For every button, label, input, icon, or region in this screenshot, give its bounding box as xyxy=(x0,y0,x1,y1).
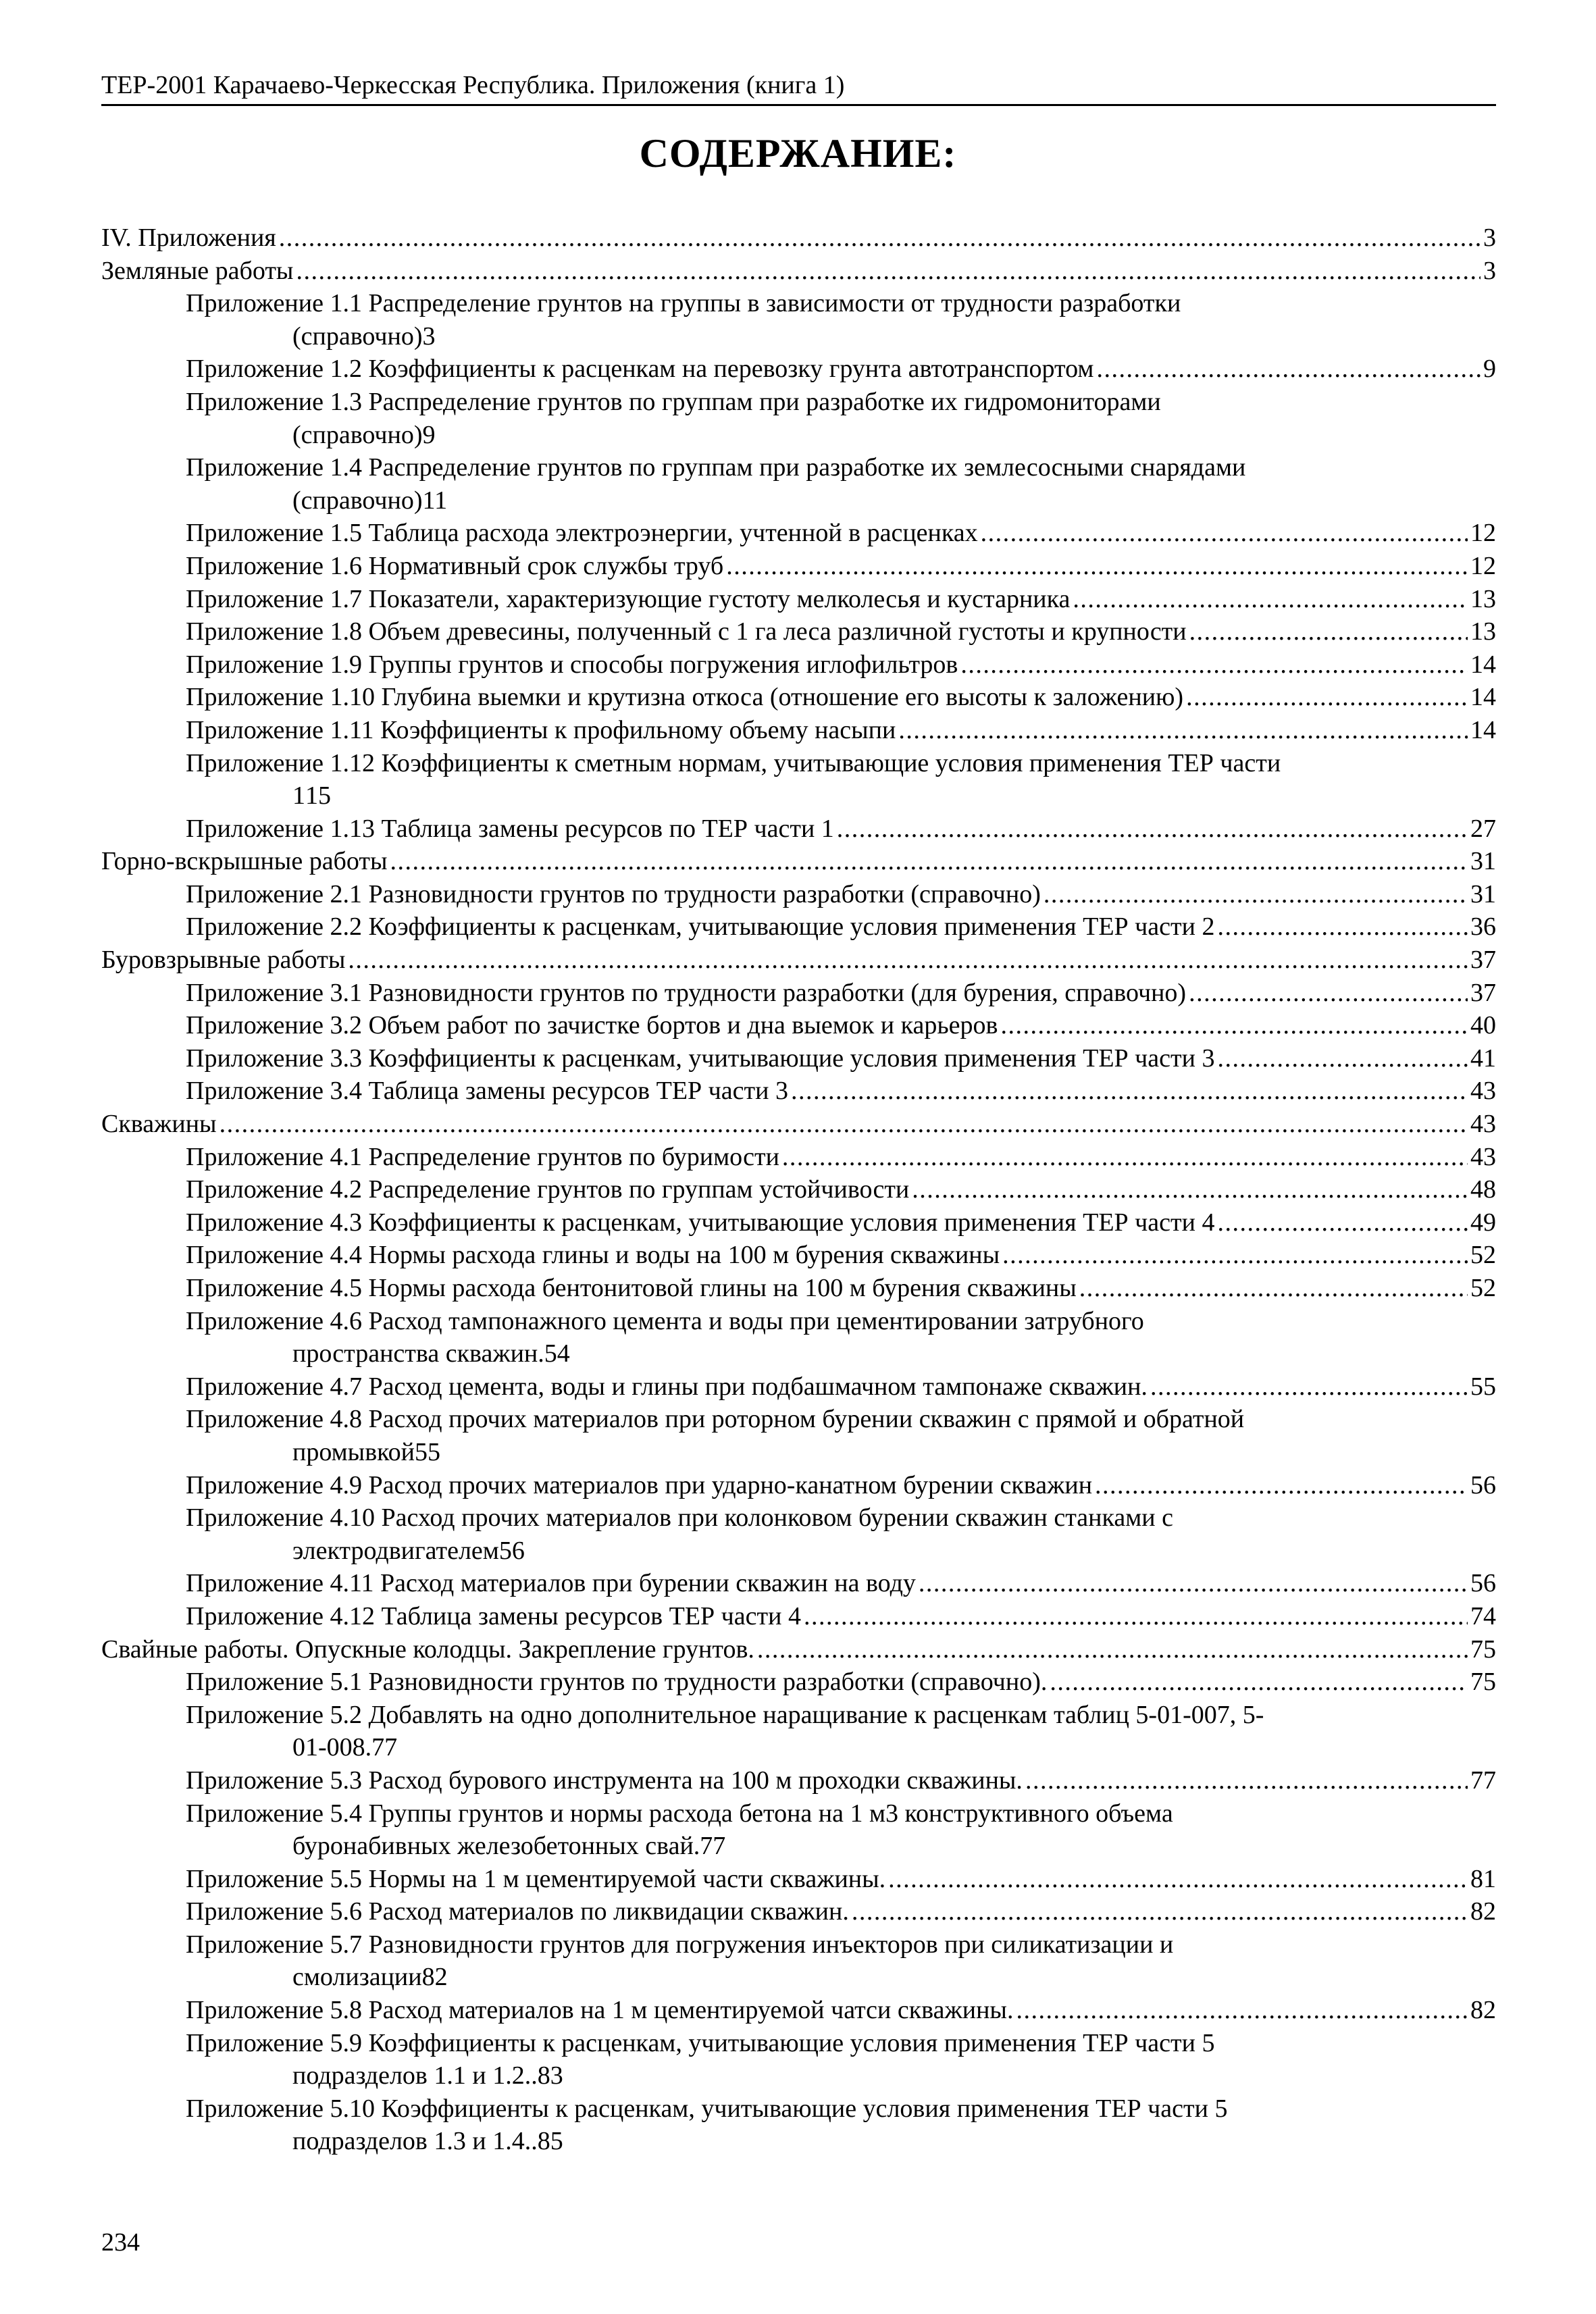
dot-leader xyxy=(1150,1370,1468,1404)
toc-entry-continuation: 01-008. xyxy=(292,1733,372,1762)
toc-page-number: 12 xyxy=(1470,551,1496,580)
toc-entry-continuation: смолизации xyxy=(292,1963,422,1992)
toc-entry[interactable] xyxy=(101,1305,1496,1370)
toc-page-number: 31 xyxy=(1470,879,1496,908)
toc-entry[interactable] xyxy=(101,648,1496,682)
toc-page-number: 56 xyxy=(1470,1470,1496,1499)
toc-entry-text: Приложение 3.4 Таблица замены ресурсов ТЕР части 3 xyxy=(186,1077,788,1106)
toc-page-number: 43 xyxy=(1470,1142,1496,1171)
toc-entry[interactable] xyxy=(101,977,1496,1010)
toc-entry-text: Приложение 5.8 Расход материалов на 1 м цементируемой чатси скважины. xyxy=(186,1996,1014,2025)
toc-entry-text: Приложение 1.6 Нормативный срок службы труб xyxy=(186,551,724,580)
dot-leader xyxy=(1050,1666,1468,1699)
toc-entry[interactable] xyxy=(101,1895,1496,1928)
toc-entry[interactable] xyxy=(101,1009,1496,1042)
toc-entry-text: Приложение 4.8 Расход прочих материалов при роторном бурении скважин с прямой и обратной xyxy=(186,1405,1245,1434)
dot-leader xyxy=(279,222,1481,255)
toc-section[interactable] xyxy=(101,944,1496,977)
dot-leader xyxy=(296,255,1481,288)
toc-entry-text: Приложение 1.3 Распределение грунтов по группам при разработке их гидромониторами xyxy=(186,387,1161,416)
toc-page-number: 14 xyxy=(1470,650,1496,679)
toc-page-number: 77 xyxy=(371,1733,398,1762)
toc-entry-continuation: 1 xyxy=(292,781,305,811)
toc-entry-text: Приложение 4.6 Расход тампонажного цемента и воды при цементировании затрубного xyxy=(186,1306,1144,1335)
toc-entry[interactable] xyxy=(101,1469,1496,1502)
toc-entry[interactable] xyxy=(101,287,1496,353)
toc-page-number: 11 xyxy=(422,486,448,515)
toc-entry[interactable] xyxy=(101,747,1496,813)
toc-entry[interactable] xyxy=(101,451,1496,517)
dot-leader xyxy=(837,813,1468,846)
dot-leader xyxy=(782,1141,1468,1174)
toc-page-number: 75 xyxy=(1470,1635,1496,1664)
toc-page-number: 9 xyxy=(1483,355,1496,384)
toc-entry[interactable] xyxy=(101,386,1496,451)
toc-entry[interactable] xyxy=(101,353,1496,386)
toc-section[interactable] xyxy=(101,255,1496,288)
toc-page-number: 82 xyxy=(1470,1996,1496,2025)
toc-entry[interactable] xyxy=(101,1501,1496,1567)
toc-entry-text: Приложение 5.6 Расход материалов по ликвидации скважин. xyxy=(186,1897,849,1926)
toc-entry-text: Приложение 2.2 Коэффициенты к расценкам, учитывающие условия применения ТЕР части 2 xyxy=(186,912,1215,942)
dot-leader xyxy=(981,517,1468,550)
toc-entry-text: Буровзрывные работы xyxy=(101,946,346,975)
toc-entry-text: Приложение 1.5 Таблица расхода электроэнергии, учтенной в расценках xyxy=(186,519,978,548)
dot-leader xyxy=(1186,681,1468,714)
dot-leader xyxy=(804,1600,1468,1633)
toc-entry-text: Приложение 4.10 Расход прочих материалов при колонковом бурении скважин станками с xyxy=(186,1503,1173,1533)
toc-entry[interactable] xyxy=(101,1206,1496,1239)
toc-entry[interactable] xyxy=(101,1567,1496,1600)
toc-entry[interactable] xyxy=(101,550,1496,583)
dot-leader xyxy=(390,845,1468,878)
dot-leader xyxy=(1002,1239,1468,1272)
dot-leader xyxy=(1000,1009,1468,1042)
dot-leader xyxy=(1189,615,1468,648)
dot-leader xyxy=(1095,1469,1468,1502)
dot-leader xyxy=(898,714,1468,747)
toc-page-number: 14 xyxy=(1470,683,1496,712)
toc-entry[interactable] xyxy=(101,1600,1496,1633)
dot-leader xyxy=(1189,977,1468,1010)
toc-entry[interactable] xyxy=(101,583,1496,616)
toc-page-number: 55 xyxy=(1470,1372,1496,1401)
toc-entry[interactable] xyxy=(101,1403,1496,1468)
toc-section[interactable] xyxy=(101,1633,1496,1666)
toc-entry-text: Приложение 5.5 Нормы на 1 м цементируемой части скважины. xyxy=(186,1864,886,1893)
toc-entry-continuation: (справочно) xyxy=(292,322,423,351)
toc-entry[interactable] xyxy=(101,1370,1496,1404)
toc-entry-text: Приложение 3.3 Коэффициенты к расценкам, учитывающие условия применения ТЕР части 3 xyxy=(186,1044,1215,1073)
toc-entry-text: Горно-вскрышные работы xyxy=(101,847,388,876)
toc-entry-text: Приложение 4.9 Расход прочих материалов при ударно-канатном бурении скважин xyxy=(186,1470,1093,1499)
toc-page-number: 27 xyxy=(1470,814,1496,843)
toc-page-number: 9 xyxy=(422,420,436,449)
toc-page-number: 13 xyxy=(1470,584,1496,613)
dot-leader xyxy=(1079,1272,1468,1305)
page-title: СОДЕРЖАНИЕ: xyxy=(639,131,957,176)
toc-page-number: 43 xyxy=(1470,1077,1496,1106)
toc-page-number: 54 xyxy=(544,1339,570,1368)
toc-page-number: 52 xyxy=(1470,1274,1496,1302)
toc-entry[interactable] xyxy=(101,2027,1496,2092)
toc-entry-text: Приложение 5.3 Расход бурового инструмента на 100 м проходки скважины. xyxy=(186,1766,1023,1795)
toc-entry-text: Приложение 4.7 Расход цемента, воды и глины при подбашмачном тампонаже скважин. xyxy=(186,1372,1148,1401)
dot-leader xyxy=(348,944,1468,977)
toc-page-number: 52 xyxy=(1470,1241,1496,1270)
toc-page-number: 40 xyxy=(1470,1011,1496,1040)
toc-entry-continuation: подразделов 1.3 и 1.4.. xyxy=(292,2127,538,2156)
toc-entry[interactable] xyxy=(101,878,1496,911)
toc-page-number: 74 xyxy=(1470,1601,1496,1630)
toc-entry-text: Приложение 1.1 Распределение грунтов на группы в зависимости от трудности разработки xyxy=(186,289,1181,318)
toc-entry[interactable] xyxy=(101,1666,1496,1699)
toc-page-number: 36 xyxy=(1470,912,1496,942)
toc-entry[interactable] xyxy=(101,813,1496,846)
table-of-contents xyxy=(101,222,1496,2158)
dot-leader xyxy=(1217,1042,1468,1075)
toc-entry[interactable] xyxy=(101,1173,1496,1206)
dot-leader xyxy=(1217,910,1468,944)
dot-leader xyxy=(1096,353,1481,386)
toc-page-number: 82 xyxy=(1470,1897,1496,1926)
toc-page-number: 56 xyxy=(1470,1569,1496,1598)
toc-entry-text: Приложение 5.10 Коэффициенты к расценкам, учитывающие условия применения ТЕР части 5 xyxy=(186,2094,1228,2123)
toc-page-number: 15 xyxy=(305,781,331,811)
toc-entry-text: Свайные работы. Опускные колодцы. Закрепление грунтов. xyxy=(101,1635,754,1664)
toc-page-number: 85 xyxy=(537,2127,563,2156)
toc-entry-continuation: буронабивных железобетонных свай. xyxy=(292,1832,700,1861)
toc-entry[interactable] xyxy=(101,2092,1496,2158)
toc-section[interactable] xyxy=(101,1108,1496,1141)
toc-entry-continuation: (справочно) xyxy=(292,420,423,449)
toc-page-number: 3 xyxy=(1483,256,1496,285)
toc-entry[interactable] xyxy=(101,615,1496,648)
dot-leader xyxy=(726,550,1468,583)
toc-entry-text: Приложение 1.11 Коэффициенты к профильному объему насыпи xyxy=(186,715,896,744)
dot-leader xyxy=(912,1173,1468,1206)
dot-leader xyxy=(1016,1994,1468,2027)
toc-entry-continuation: подразделов 1.1 и 1.2.. xyxy=(292,2061,538,2090)
toc-entry-continuation: пространства скважин. xyxy=(292,1339,544,1368)
toc-entry-continuation: (справочно) xyxy=(292,486,423,515)
toc-page-number: 43 xyxy=(1470,1110,1496,1139)
dot-leader xyxy=(1044,878,1468,911)
toc-entry-continuation: промывкой xyxy=(292,1437,415,1466)
toc-entry-continuation: электродвигателем xyxy=(292,1536,499,1565)
toc-entry-text: Приложение 1.8 Объем древесины, полученный с 1 га леса различной густоты и крупности xyxy=(186,617,1187,646)
toc-entry-text: Приложение 5.7 Разновидности грунтов для погружения инъекторов при силикатизации и xyxy=(186,1930,1174,1959)
toc-page-number: 77 xyxy=(700,1832,726,1861)
toc-page-number: 75 xyxy=(1470,1668,1496,1697)
toc-entry[interactable] xyxy=(101,1797,1496,1863)
toc-entry-text: Приложение 2.1 Разновидности грунтов по трудности разработки (справочно) xyxy=(186,879,1041,908)
toc-entry[interactable] xyxy=(101,1141,1496,1174)
toc-entry-text: Приложение 1.9 Группы грунтов и способы погружения иглофильтров xyxy=(186,650,958,679)
toc-page-number: 41 xyxy=(1470,1044,1496,1073)
toc-entry-text: Приложение 4.3 Коэффициенты к расценкам, учитывающие условия применения ТЕР части 4 xyxy=(186,1208,1215,1237)
toc-page-number: 12 xyxy=(1470,519,1496,548)
toc-entry-text: Земляные работы xyxy=(101,256,294,285)
toc-section[interactable] xyxy=(101,845,1496,878)
toc-entry-text: Приложение 1.12 Коэффициенты к сметным нормам, учитывающие условия применения ТЕР части xyxy=(186,748,1281,777)
toc-page-number: 3 xyxy=(422,322,436,351)
toc-entry-text: Приложение 4.12 Таблица замены ресурсов ТЕР части 4 xyxy=(186,1601,801,1630)
toc-page-number: 37 xyxy=(1470,978,1496,1007)
toc-entry-text: Приложение 5.4 Группы грунтов и нормы расхода бетона на 1 м3 конструктивного объема xyxy=(186,1799,1173,1828)
dot-leader xyxy=(960,648,1468,682)
dot-leader xyxy=(791,1075,1468,1108)
toc-page-number: 14 xyxy=(1470,715,1496,744)
toc-entry-text: Приложение 1.10 Глубина выемки и крутизна откоса (отношение его высоты к заложению) xyxy=(186,683,1184,712)
toc-entry-text: Приложение 5.9 Коэффициенты к расценкам, учитывающие условия применения ТЕР части 5 xyxy=(186,2028,1215,2057)
toc-entry-text: Приложение 4.2 Распределение грунтов по группам устойчивости xyxy=(186,1175,910,1204)
toc-entry[interactable] xyxy=(101,1239,1496,1272)
toc-entry-text: Приложение 1.7 Показатели, характеризующие густоту мелколесья и кустарника xyxy=(186,584,1071,613)
dot-leader xyxy=(220,1108,1468,1141)
toc-entry[interactable] xyxy=(101,681,1496,714)
toc-page-number: 55 xyxy=(415,1437,441,1466)
page-number: 234 xyxy=(101,2228,140,2257)
toc-entry-text: Приложение 5.1 Разновидности грунтов по трудности разработки (справочно). xyxy=(186,1668,1048,1697)
dot-leader xyxy=(1217,1206,1468,1239)
toc-entry[interactable] xyxy=(101,1272,1496,1305)
toc-entry-text: Приложение 4.11 Расход материалов при бурении скважин на воду xyxy=(186,1569,916,1598)
dot-leader xyxy=(757,1633,1468,1666)
toc-page-number: 31 xyxy=(1470,847,1496,876)
toc-entry-text: Приложение 5.2 Добавлять на одно дополнительное наращивание к расценкам таблиц 5-01-007, 5- xyxy=(186,1700,1264,1729)
toc-entry-text: Приложение 1.4 Распределение грунтов по группам при разработке их землесосными снарядами xyxy=(186,453,1246,482)
toc-page-number: 48 xyxy=(1470,1175,1496,1204)
running-header: ТЕР-2001 Карачаево-Черкесская Республика. Приложения (книга 1) xyxy=(101,70,1496,106)
toc-entry[interactable] xyxy=(101,517,1496,550)
toc-entry[interactable] xyxy=(101,714,1496,747)
dot-leader xyxy=(852,1895,1468,1928)
toc-entry[interactable] xyxy=(101,1928,1496,1994)
toc-entry[interactable] xyxy=(101,1994,1496,2027)
toc-page-number: 37 xyxy=(1470,946,1496,975)
toc-entry-text: Скважины xyxy=(101,1110,217,1139)
toc-section[interactable] xyxy=(101,222,1496,255)
toc-entry-text: Приложение 1.2 Коэффициенты к расценкам на перевозку грунта автотранспортом xyxy=(186,355,1094,384)
toc-entry-text: Приложение 1.13 Таблица замены ресурсов по ТЕР части 1 xyxy=(186,814,834,843)
toc-page-number: 81 xyxy=(1470,1864,1496,1893)
dot-leader xyxy=(1073,583,1468,616)
toc-page-number: 83 xyxy=(537,2061,563,2090)
toc-entry[interactable] xyxy=(101,1075,1496,1108)
toc-page-number: 82 xyxy=(421,1963,448,1992)
toc-page-number: 49 xyxy=(1470,1208,1496,1237)
toc-entry-text: Приложение 4.4 Нормы расхода глины и воды на 100 м бурения скважины xyxy=(186,1241,1000,1270)
toc-entry-text: Приложение 4.1 Распределение грунтов по буримости xyxy=(186,1142,779,1171)
toc-page-number: 3 xyxy=(1483,224,1496,252)
toc-entry[interactable] xyxy=(101,1764,1496,1797)
toc-entry[interactable] xyxy=(101,1042,1496,1075)
dot-leader xyxy=(1025,1764,1468,1797)
toc-entry[interactable] xyxy=(101,1699,1496,1764)
toc-page-number: 56 xyxy=(498,1536,525,1565)
toc-entry-text: Приложение 4.5 Нормы расхода бентонитовой глины на 100 м бурения скважины xyxy=(186,1274,1077,1302)
dot-leader xyxy=(919,1567,1468,1600)
toc-entry-text: Приложение 3.2 Объем работ по зачистке бортов и дна выемок и карьеров xyxy=(186,1011,998,1040)
toc-entry[interactable] xyxy=(101,910,1496,944)
toc-page-number: 77 xyxy=(1470,1766,1496,1795)
toc-entry-text: Приложение 3.1 Разновидности грунтов по трудности разработки (для бурения, справочно) xyxy=(186,978,1187,1007)
dot-leader xyxy=(888,1863,1468,1896)
toc-page-number: 13 xyxy=(1470,617,1496,646)
toc-entry[interactable] xyxy=(101,1863,1496,1896)
toc-entry-text: IV. Приложения xyxy=(101,224,276,252)
